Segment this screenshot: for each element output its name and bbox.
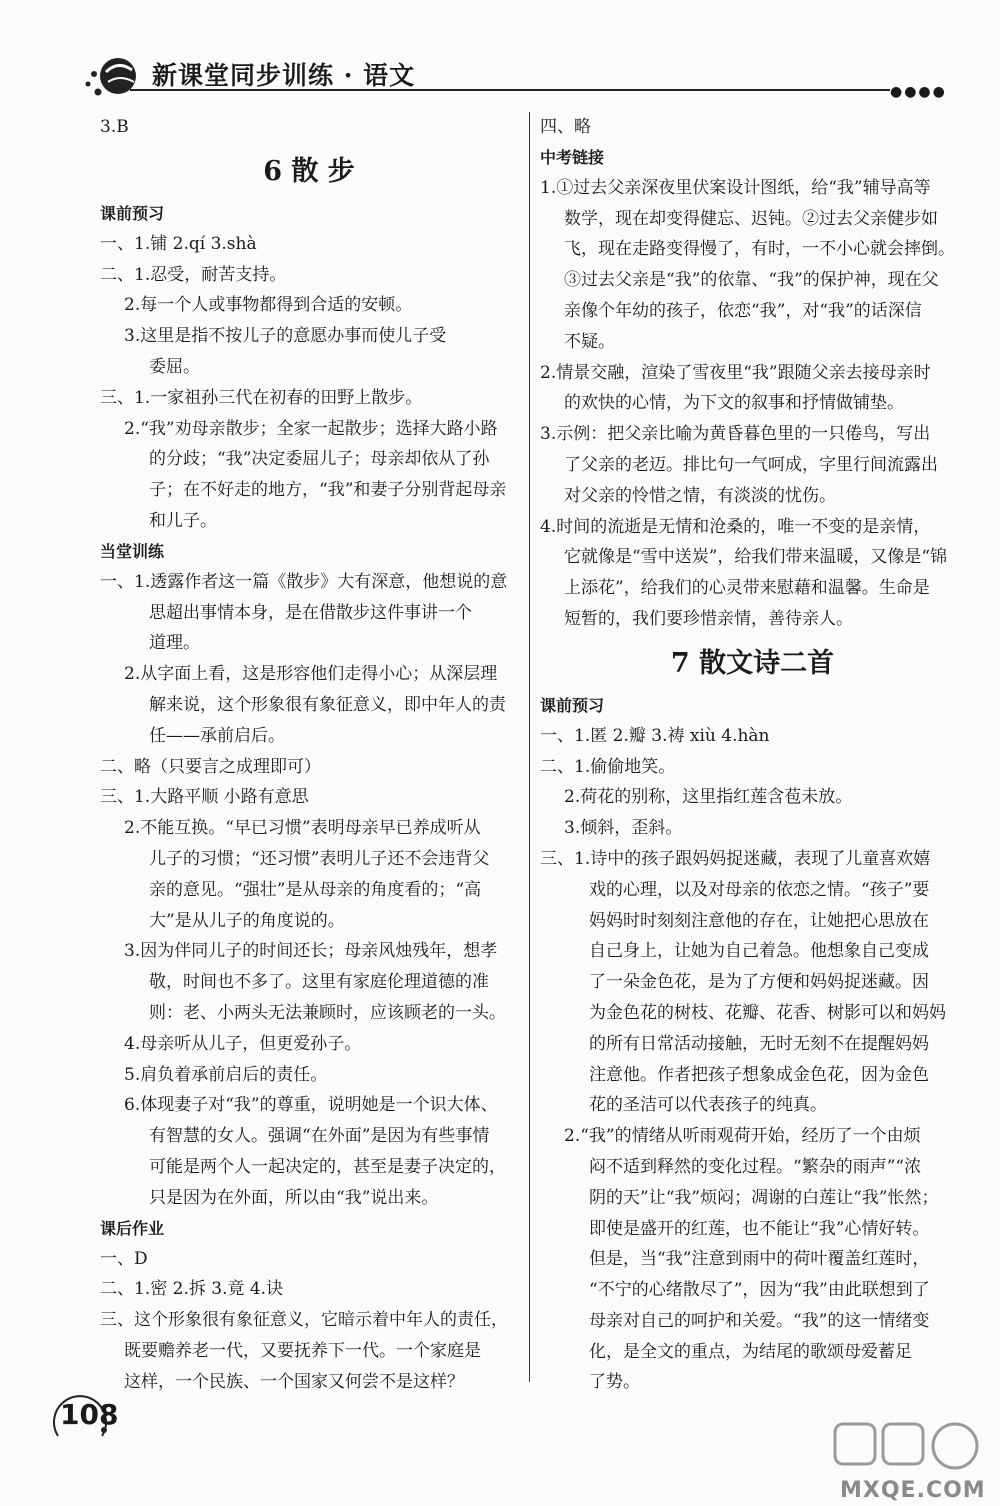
answer-line: 3.示例：把父亲比喻为黄昏暮色里的一只倦鸟，写出 — [540, 424, 931, 445]
answer-line: 不疑。 — [564, 331, 615, 352]
answer-line: 化，是全文的重点，为结尾的歌颂母爱蓄足 — [589, 1341, 912, 1362]
page-header — [0, 0, 1000, 100]
answer-line: 二、1.偷偷地笑。 — [540, 756, 676, 777]
section-heading: 课前预习 — [100, 203, 165, 223]
answer-line: 飞，现在走路变得慢了，有时，一不小心就会摔倒。 — [564, 239, 955, 260]
answer-line: 2.“我”劝母亲散步；全家一起散步；选择大路小路 — [124, 418, 498, 439]
answer-line: 3.这里是指不按儿子的意愿办事而使儿子受 — [124, 326, 447, 347]
answer-line: 1.①过去父亲深夜里伏案设计图纸，给“我”辅导高等 — [540, 177, 931, 198]
answer-line: 有智慧的女人。强调“在外面”是因为有些事情 — [149, 1126, 490, 1147]
answer-line: 这样，一个民族、一个国家又何尝不是这样？ — [124, 1371, 464, 1392]
answer-line: 可能是两个人一起决定的，甚至是妻子决定的， — [149, 1156, 506, 1177]
answer-line: 妈妈时时刻刻注意他的存在，让她把心思放在 — [589, 910, 929, 931]
answer-line: 解来说，这个形象很有象征意义，即中年人的责 — [149, 694, 506, 715]
answer-line: 2.情景交融，渲染了雪夜里“我”跟随父亲去接母亲时 — [540, 362, 931, 383]
section-title: 6 散 步 — [263, 155, 355, 187]
left-column — [100, 112, 518, 1397]
answer-line: 的所有日常活动接触，无时无刻不在提醒妈妈 — [589, 1033, 929, 1054]
answer-line: 三、1.诗中的孩子跟妈妈捉迷藏，表现了儿童喜欢嬉 — [540, 848, 931, 869]
answer-line: 一、1.透露作者这一篇《散步》大有深意，他想说的意 — [100, 571, 508, 592]
answer-line: “不宁的心绪散尽了”，因为“我”由此联想到了 — [589, 1280, 930, 1301]
watermark-text: MXQE.COM — [840, 1478, 986, 1503]
answer-line: 三、这个形象很有象征意义，它暗示着中年人的责任， — [100, 1310, 508, 1331]
answer-line: 儿子的习惯；“还习惯”表明儿子还不会违背父 — [149, 848, 490, 869]
answer-line: 大”是从儿子的角度说的。 — [149, 910, 345, 931]
answer-line: 4.时间的流逝是无情和沧桑的，唯一不变的是亲情， — [540, 516, 931, 537]
answer-line: 一、D — [100, 1248, 148, 1269]
answer-line: 3.因为伴同儿子的时间还长；母亲风烛残年，想孝 — [124, 941, 498, 962]
answer-line: 任——承前启后。 — [149, 725, 285, 746]
answer-line: 子；在不好走的地方，“我”和妻子分别背起母亲 — [149, 480, 507, 501]
answer-line: 思超出事情本身，是在借散步这件事讲一个 — [149, 602, 472, 623]
answer-line: 三、1.一家祖孙三代在初春的田野上散步。 — [100, 387, 423, 408]
answer-line: 亲像个年幼的孩子，依恋“我”，对“我”的话深信 — [564, 300, 922, 321]
answer-line: 敬，时间也不多了。这里有家庭伦理道德的准 — [149, 972, 489, 993]
answer-line: 数学，现在却变得健忘、迟钝。②过去父亲健步如 — [564, 208, 938, 229]
logo-icon — [82, 52, 142, 100]
answer-line: 了一朵金色花，是为了方便和妈妈捉迷藏。因 — [589, 972, 929, 993]
answer-line: 花的圣洁可以代表孩子的纯真。 — [589, 1095, 827, 1116]
answer-line: 三、1.大路平顺 小路有意思 — [100, 787, 309, 808]
answer-line: 即使是盛开的红莲，也不能让“我”心情好转。 — [589, 1218, 930, 1239]
answer-line: 自己身上，让她为自己着急。他想象自己变成 — [589, 941, 929, 962]
answer-line: 二、1.忍受，耐苦支持。 — [100, 264, 287, 285]
answer-line: 注意他。作者把孩子想象成金色花，因为金色 — [589, 1064, 929, 1085]
answer-line: 闷不适到释然的变化过程。“繁杂的雨声”“浓 — [589, 1156, 922, 1177]
answer-line: 则：老、小两头无法兼顾时，应该顾老的一头。 — [149, 1002, 506, 1023]
answer-line: 4.母亲听从儿子，但更爱孙子。 — [124, 1033, 362, 1054]
answer-line: 和儿子。 — [149, 510, 217, 531]
answer-line: 委屈。 — [149, 356, 200, 377]
section-heading: 当堂训练 — [100, 541, 165, 561]
answer-line: 它就像是“雪中送炭”，给我们带来温暖，又像是“锦 — [564, 547, 948, 568]
answer-line: 5.肩负着承前启后的责任。 — [124, 1064, 328, 1085]
header-dots: ●●●● — [890, 84, 947, 100]
answer-line: 的欢快的心情，为下文的叙事和抒情做铺垫。 — [564, 393, 904, 414]
answer-line: 母亲对自己的呵护和关爱。“我”的这一情绪变 — [589, 1310, 930, 1331]
answer-line: 2.“我”的情绪从听雨观荷开始，经历了一个由烦 — [564, 1126, 921, 1147]
answer-line: 亲的意见。“强壮”是从母亲的角度看的；“高 — [149, 879, 482, 900]
answer-line: 短暂的，我们要珍惜亲情，善待亲人。 — [564, 608, 853, 629]
answer-line: 为金色花的树枝、花瓣、花香、树影可以和妈妈 — [589, 1002, 946, 1023]
column-divider — [529, 112, 530, 1382]
answer-line: 2.从字面上看，这是形容他们走得小心；从深层理 — [124, 664, 498, 685]
section-heading: 课后作业 — [100, 1218, 165, 1238]
answer-line: 道理。 — [149, 633, 200, 654]
answer-line: 上添花”，给我们的心灵带来慰藉和温馨。生命是 — [564, 578, 930, 599]
section-heading: 中考链接 — [540, 147, 605, 167]
answer-line: 2.不能互换。“早已习惯”表明母亲早已养成听从 — [124, 818, 481, 839]
answer-line: 3.B — [100, 117, 129, 137]
section-heading: 课前预习 — [540, 695, 605, 715]
right-column — [540, 112, 965, 1398]
answer-line: 戏的心理，以及对母亲的依恋之情。“孩子”要 — [589, 879, 930, 900]
answer-line: 了父亲的老迈。排比句一气呵成，字里行间流露出 — [564, 454, 938, 475]
answer-line: 2.每一个人或事物都得到合适的安顿。 — [124, 295, 413, 316]
answer-line: 一、1.铺 2.qí 3.shà — [100, 233, 257, 254]
answer-line: 3.倾斜，歪斜。 — [564, 818, 683, 839]
answer-line: 四、略 — [540, 117, 591, 137]
page-number: 108 — [60, 1398, 119, 1431]
answer-line: 一、1.匿 2.瓣 3.祷 xiù 4.hàn — [540, 725, 770, 746]
answer-line: 对父亲的怜惜之情，有淡淡的忧伤。 — [564, 485, 836, 506]
header-rule — [130, 89, 890, 91]
answer-line: 二、略（只要言之成理即可） — [100, 756, 321, 777]
section-title: 7 散文诗二首 — [670, 647, 835, 679]
answer-line: 6.体现妻子对“我”的尊重，说明她是一个识大体、 — [124, 1095, 498, 1116]
answer-line: 的分歧；“我”决定委屈儿子；母亲却依从了孙 — [149, 449, 490, 470]
answer-line: 阴的天”让“我”烦闷；凋谢的白莲让“我”怅然； — [589, 1187, 939, 1208]
answer-line: 但是，当“我”注意到雨中的荷叶覆盖红莲时， — [589, 1249, 930, 1270]
answer-line: 2.荷花的别称，这里指红莲含苞未放。 — [564, 787, 853, 808]
answer-line: 只是因为在外面，所以由“我”说出来。 — [149, 1187, 439, 1208]
answer-line: 了势。 — [589, 1372, 640, 1393]
answer-line: 二、1.密 2.拆 3.竟 4.诀 — [100, 1279, 284, 1300]
answer-line: ③过去父亲是“我”的依靠、“我”的保护神，现在父 — [564, 270, 939, 291]
header-title: 新课堂同步训练 · 语文 — [152, 61, 416, 90]
answer-line: 既要赡养老一代，又要抚养下一代。一个家庭是 — [124, 1340, 481, 1361]
